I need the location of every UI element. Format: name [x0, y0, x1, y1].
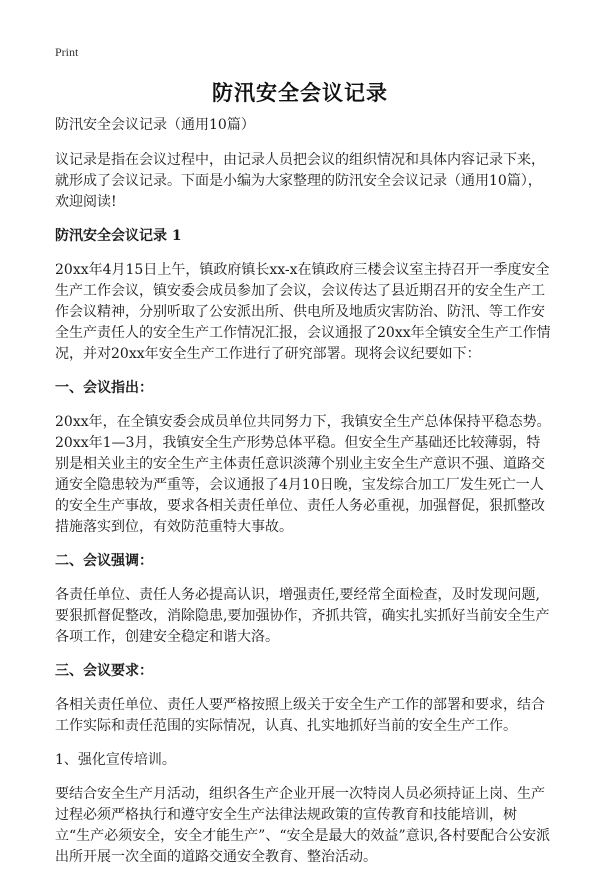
item-heading-1: 1、强化宣传培训。 [55, 752, 176, 768]
document-body [55, 115, 551, 881]
print-label[interactable]: Print [55, 45, 79, 59]
section-heading-1: 一、会议指出： [55, 380, 153, 396]
page-title: 防汛安全会议记录 [212, 80, 388, 105]
section-paragraph-1: 20xx年，在全镇安委会成员单位共同努力下，我镇安全生产总体保持平稳态势。20xx年1—3月，我镇安全生产形势总体平稳。但安全生产基础还比较薄弱，特别是相关业主的安全生产主体责任意识淡薄个别业主安全生产意识不强、道路交通安全隐患较为严重等，会议通报了4月10日晚，宝发综合加工厂发生死亡一人的安全生产事故，要求各相关责任单位、责任人务必重视，加强督促，狠抓整改措施落实到位，有效防范重特大事故。 [55, 414, 551, 535]
record-paragraph: 20xx年4月15日上午，镇政府镇长xx-x在镇政府三楼会议室主持召开一季度安全生产工作会议，镇安委会成员参加了会议，会议传达了县近期召开的安全生产工作会议精神，分别听取了公安派出所、供电所及地质灾害防治、防汛、等工作安全生产责任人的安全生产工作情况汇报，会议通报了20xx年全镇安全生产工作情况，并对20xx年安全生产工作进行了研究部署。现将会议纪要如下： [55, 262, 551, 362]
section-paragraph-3: 各相关责任单位、责任人要严格按照上级关于安全生产工作的部署和要求，结合工作实际和责任范围的实际情况，认真、扎实地抓好当前的安全生产工作。 [55, 697, 545, 734]
record-heading: 防汛安全会议记录 1 [55, 228, 182, 244]
intro-paragraph: 议记录是指在会议过程中，由记录人员把会议的组织情况和具体内容记录下来，就形成了会议记录。下面是小编为大家整理的防汛安全会议记录（通用10篇），欢迎阅读! [55, 152, 545, 210]
subtitle: 防汛安全会议记录（通用10篇） [55, 117, 255, 133]
item-paragraph-1: 要结合安全生产月活动，组织各生产企业开展一次特岗人员必须持证上岗、生产过程必须严格执行和遵守安全生产法律法规政策的宣传教育和技能培训，树立“生产必须安全，安全才能生产”、“安全是最大的效益”意识,各村要配合公安派出所开展一次全面的道路交通安全教育、整治活动。 [55, 786, 551, 865]
section-paragraph-2: 各责任单位、责任人务必提高认识，增强责任,要经常全面检查，及时发现问题,要狠抓督促整改，消除隐患,要加强协作，齐抓共管，确实扎实抓好当前安全生产各项工作，创建安全稳定和谐大洛。 [55, 587, 550, 645]
section-heading-2: 二、会议强调： [55, 553, 153, 569]
section-heading-3: 三、会议要求： [55, 663, 153, 679]
